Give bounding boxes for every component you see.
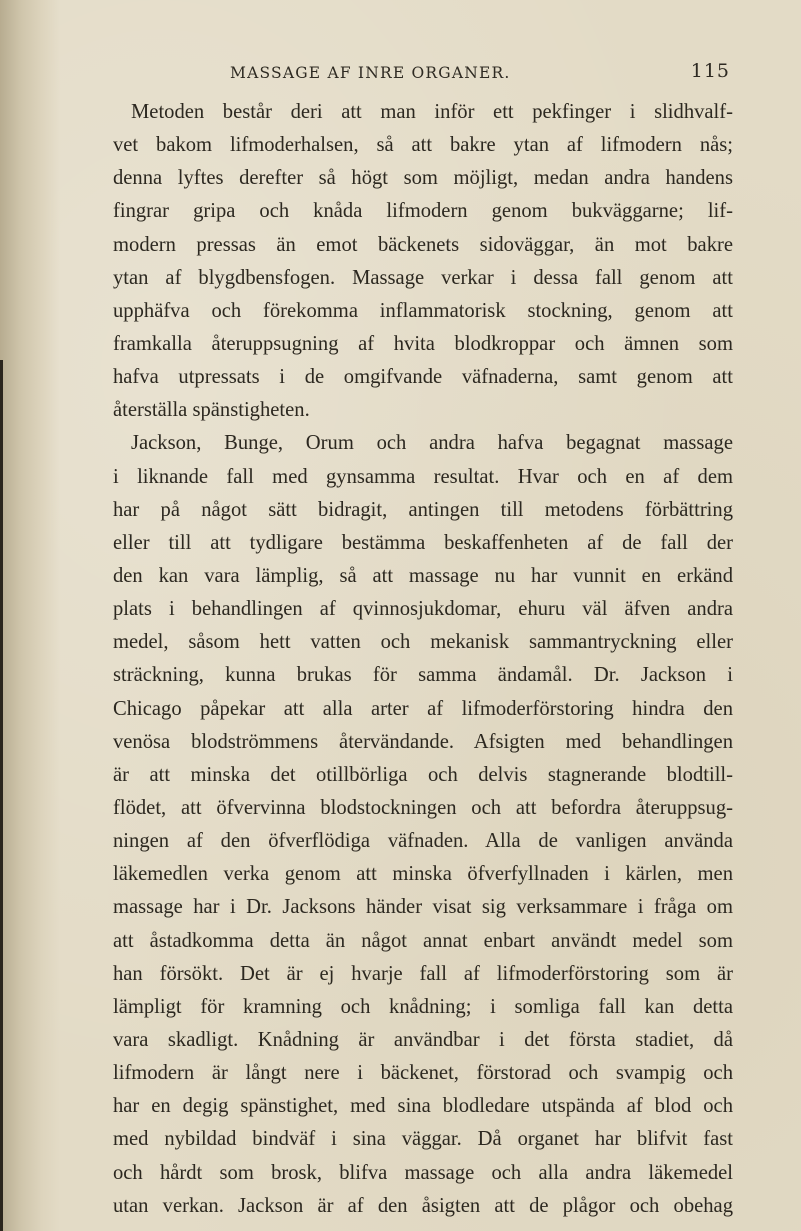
text-line: plats i behandlingen af qvinnosjukdomar, ehuru väl äfven andra (113, 598, 733, 621)
text-line: har en degig spänstighet, med sina blodledare utspända af blod och (113, 1095, 733, 1118)
text-line: framkalla återuppsugning af hvita blodkroppar och ämnen som (113, 332, 733, 355)
text-line: vara skadligt. Knådning är användbar i det första stadiet, då (113, 1028, 733, 1051)
text-line: att åstadkomma detta än något annat enbart användt medel som (113, 929, 733, 952)
paragraph (113, 427, 733, 1222)
body-text (113, 96, 733, 1223)
text-line: Jackson, Bunge, Orum och andra hafva begagnat massage (131, 432, 733, 455)
text-line: och hårdt som brosk, blifva massage och alla andra läkemedel (113, 1161, 733, 1184)
paragraph (113, 96, 733, 427)
text-line: massage har i Dr. Jacksons händer visat sig verksammare i fråga om (113, 896, 733, 919)
text-line: venösa blodströmmens återvändande. Afsigten med behandlingen (113, 730, 733, 753)
text-line: medel, såsom hett vatten och mekanisk sammantryckning eller (113, 631, 733, 654)
page-gutter-shadow (0, 0, 60, 1231)
text-line: läkemedlen verka genom att minska öfverfyllnaden i kärlen, men (113, 863, 733, 886)
text-line: modern pressas än emot bäckenets sidoväggar, än mot bakre (113, 233, 733, 256)
text-line: upphäfva och förekomma inflammatorisk stockning, genom att (113, 299, 733, 322)
text-line: eller till att tydligare bestämma beskaffenheten af de fall der (113, 531, 733, 554)
text-line: har på något sätt bidragit, antingen till metodens förbättring (113, 498, 733, 521)
running-title: MASSAGE AF INRE ORGANER. (230, 64, 511, 82)
text-line: är att minska det otillbörliga och delvis stagnerande blodtill- (113, 763, 733, 786)
text-line: i liknande fall med gynsamma resultat. Hvar och en af dem (113, 465, 733, 488)
page-header (230, 60, 730, 90)
text-line: den kan vara lämplig, så att massage nu har vunnit en erkänd (113, 564, 733, 587)
page-edge (0, 360, 3, 1231)
text-line: ningen af den öfverflödiga väfnaden. Alla de vanligen använda (113, 830, 733, 853)
text-line: lämpligt för kramning och knådning; i somliga fall kan detta (113, 995, 733, 1018)
text-line: vet bakom lifmoderhalsen, så att bakre ytan af lifmodern nås; (113, 134, 733, 157)
text-line: lifmodern är långt nere i bäckenet, förstorad och svampig och (113, 1062, 733, 1085)
text-line: flödet, att öfvervinna blodstockningen och att befordra återuppsug- (113, 796, 733, 819)
text-line: han försökt. Det är ej hvarje fall af lifmoderförstoring som är (113, 962, 733, 985)
text-line: hafva utpressats i de omgifvande väfnaderna, samt genom att (113, 366, 733, 389)
page-number: 115 (690, 60, 730, 82)
text-line: denna lyftes derefter så högt som möjligt, medan andra handens (113, 167, 733, 190)
text-line: ytan af blygdbensfogen. Massage verkar i dessa fall genom att (113, 266, 733, 289)
text-line: utan verkan. Jackson är af den åsigten att de plågor och obehag (113, 1194, 733, 1217)
text-line: Metoden består deri att man inför ett pekfinger i slidhvalf- (131, 101, 733, 123)
text-line: återställa spänstigheten. (113, 399, 310, 422)
text-line: sträckning, kunna brukas för samma ändamål. Dr. Jackson i (113, 664, 733, 687)
text-line: fingrar gripa och knåda lifmodern genom bukväggarne; lif- (113, 200, 733, 223)
text-line: med nybildad bindväf i sina väggar. Då organet har blifvit fast (113, 1128, 733, 1151)
text-line: Chicago påpekar att alla arter af lifmoderförstoring hindra den (113, 697, 733, 720)
